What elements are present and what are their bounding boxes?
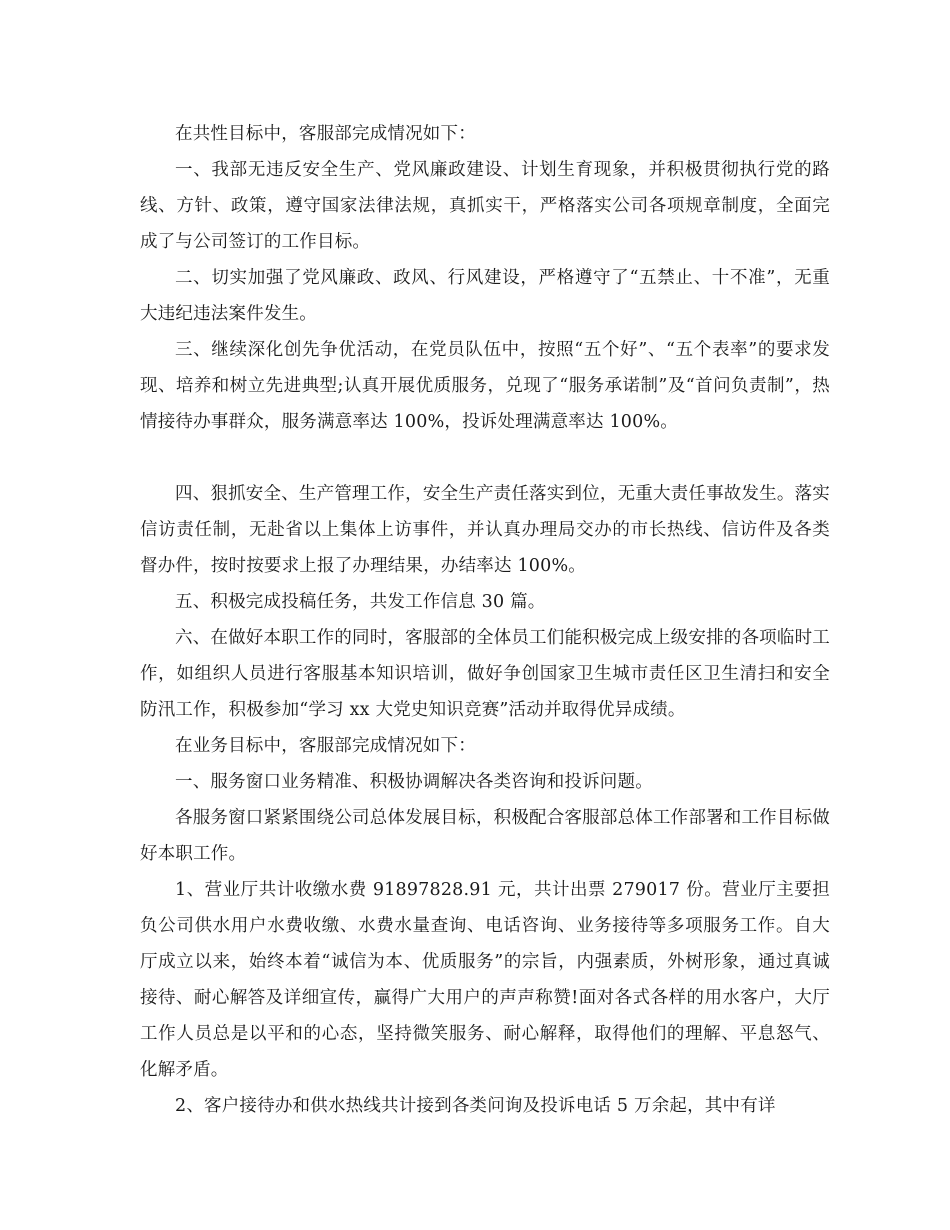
paragraph-item-4: 四、狠抓安全、生产管理工作，安全生产责任落实到位，无重大责任事故发生。落实信访责任制，无赴省以上集体上访事件，并认真办理局交办的市长热线、信访件及各类督办件，按时按要求上报了办理结果，办结率达 100%。 [140, 484, 830, 576]
paragraph-service-windows: 各服务窗口紧紧围绕公司总体发展目标，积极配合客服部总体工作部署和工作目标做好本职工作。 [140, 808, 830, 864]
paragraph-item-6: 六、在做好本职工作的同时，客服部的全体员工们能积极完成上级安排的各项临时工作，如组织人员进行客服基本知识培训，做好争创国家卫生城市责任区卫生清扫和安全防汛工作，积极参加“学习 xx 大党史知识竞赛”活动并取得优异成绩。 [140, 628, 830, 720]
paragraph-item-5: 五、积极完成投稿任务，共发工作信息 30 篇。 [175, 592, 546, 612]
paragraph-item-1: 一、我部无违反安全生产、党风廉政建设、计划生育现象，并积极贯彻执行党的路线、方针、政策，遵守国家法律法规，真抓实干，严格落实公司各项规章制度，全面完成了与公司签订的工作目标。 [140, 160, 830, 252]
paragraph-common-goals-intro: 在共性目标中，客服部完成情况如下： [175, 124, 476, 144]
paragraph-business-hall: 1、营业厅共计收缴水费 91897828.91 元，共计出票 279017 份。营业厅主要担负公司供水用户水费收缴、水费水量查询、电话咨询、业务接待等多项服务工作。自大厅成立以来，始终本着“诚信为本、优质服务”的宗旨，内强素质，外树形象，通过真诚接待、耐心解答及详细宣传，赢得广大用户的声声称赞!面对各式各样的用水客户，大厅工作人员总是以平和的心态，坚持微笑服务、耐心解释，取得他们的理解、平息怒气、化解矛盾。 [140, 880, 830, 1080]
paragraph-hotline: 2、客户接待办和供水热线共计接到各类问询及投诉电话 5 万余起，其中有详 [175, 1096, 776, 1116]
paragraph-item-2: 二、切实加强了党风廉政、政风、行风建设，严格遵守了“五禁止、十不准”，无重大违纪违法案件发生。 [140, 268, 830, 324]
paragraph-business-item-1: 一、服务窗口业务精准、积极协调解决各类咨询和投诉问题。 [175, 772, 653, 792]
paragraph-business-goals-intro: 在业务目标中，客服部完成情况如下： [175, 736, 476, 756]
paragraph-item-3: 三、继续深化创先争优活动，在党员队伍中，按照“五个好”、“五个表率”的要求发现、培养和树立先进典型;认真开展优质服务，兑现了“服务承诺制”及“首问负责制”，热情接待办事群众，服务满意率达 100%，投诉处理满意率达 100%。 [140, 340, 830, 432]
